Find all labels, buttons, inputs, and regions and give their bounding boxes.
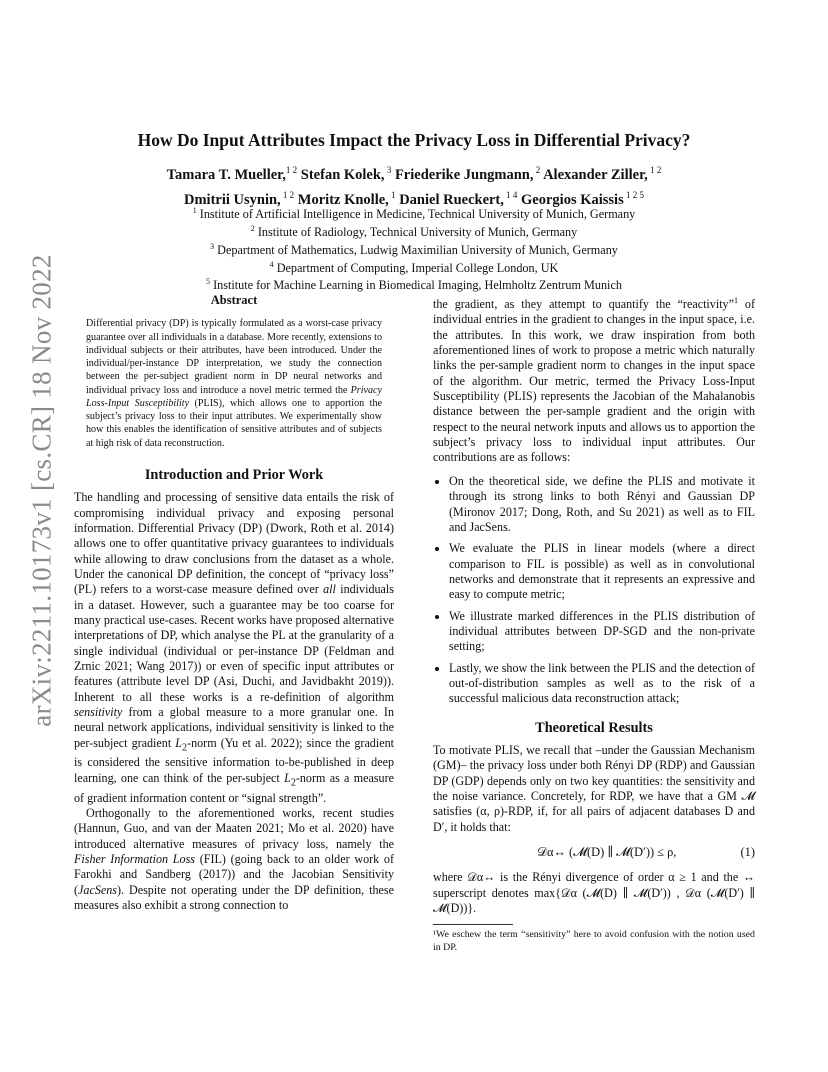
theory-paragraph: To motivate PLIS, we recall that –under the Gaussian Mechanism (GM)– the privacy loss under both Rényi DP (RDP) and Gaussian DP (GDP) depends only on two key quantities: the sensitivity and the noise variance. Concretely, for RDP, we have that a GM 𝓜 satisfies (α, ρ)-RDP, if, for all pairs of adjacent databases D and D′, it holds that: [433, 742, 755, 834]
body-text: -norm as a measure of gradient information content or “signal strength”. [74, 770, 395, 805]
affiliation-text: Department of Mathematics, Ludwig Maximilian University of Munich, Germany [217, 242, 618, 257]
affiliation [0, 222, 828, 240]
list-item: • Lastly, we show the link between the PLIS and the detection of out-of-distribution samples as well as to the risk of a successful malicious data reconstruction attack; [449, 661, 755, 707]
footnote-marker: 1 [733, 296, 738, 305]
affiliation-text: Institute of Radiology, Technical University of Munich, Germany [257, 224, 578, 239]
list-item: • On the theoretical side, we define the PLIS and motivate it through its strong links to both Rényi and Gaussian DP (Mironov 2017; Dong, Roth, and Su 2021) as well as to FIL and JacSens. [449, 474, 755, 535]
author-name: Moritz Knolle, [297, 191, 389, 208]
affiliation [0, 240, 828, 258]
author-affil-sup: 1 2 [285, 165, 298, 175]
math-subscript: 2 [182, 742, 188, 754]
affiliation-list [0, 204, 828, 293]
list-item: • We evaluate the PLIS in linear models (where a direct comparison to FIL is possible) as well as in convolutional networks and demonstrate that it represents an expressive and easy to compute metric; [449, 541, 755, 602]
affiliation [0, 275, 828, 293]
body-text: individuals in a dataset. However, such a guarantee may be too coarse for many practical use-cases. Recent works have proposed alternative interpretations of DP, which analyse the PL at the granularity of a single individual (individual or per-instance DP (Feldman and Zrnic 2021; Wang 2017)) or even of specific input attributes or features (attribute level DP (Asi, Duchi, and Javidbakht 2019)). Inherent to all these works is a re-definition of algorithm [74, 582, 394, 704]
abstract-emphasis: Privacy Loss-Input Susceptibility [86, 384, 382, 409]
math-symbol: L [284, 770, 291, 785]
affiliation [0, 204, 828, 222]
author-list [0, 160, 828, 210]
intro-paragraph-1 [74, 490, 394, 806]
author-name: Georgios Kaissis [521, 191, 624, 208]
author-affil-sup: 2 [533, 165, 541, 175]
affiliation-text: Institute of Artificial Intelligence in Medicine, Technical University of Munich, Germany [199, 207, 636, 222]
intro-paragraph-2 [74, 806, 394, 913]
body-emphasis: sensitivity [74, 705, 123, 719]
body-emphasis: Fisher Information Loss [74, 851, 195, 866]
author-name: Tamara T. Mueller, [166, 166, 286, 183]
affiliation-number: 1 [192, 206, 197, 215]
affiliation-text: Institute for Machine Learning in Biomedical Imaging, Helmholtz Zentrum Munich [213, 278, 622, 293]
equation-1 [433, 845, 755, 860]
body-text: -norm (Yu et al. 2022); since the gradient is considered the sensitive information to-be-published in deep learning, one can think of the per-subject [74, 735, 394, 785]
body-text: Orthogonally to the aforementioned works, recent studies (Hannun, Guo, and van der Maaten 2021; Mo et al. 2020) have introduced alternative measures of privacy loss, namely the [74, 805, 394, 851]
body-text: of individual entries in the gradient to changes in the input space, i.e. the attributes. In this work, we draw inspiration from both aforementioned lines of work to propose a metric which naturally links the per-sample gradient norm to changes in the input space of the algorithm. Our metric, termed the Privacy Loss-Input Susceptibility (PLIS) represents the Jacobian of the Mahalanobis distance between the per-sample gradient and the origin with respect to the neural network inputs and allows us to apportion the subject’s privacy loss to individual input attributes. Our contributions are as follows: [433, 297, 755, 465]
math-symbol: L [175, 735, 183, 750]
author-affil-sup: 1 2 [647, 165, 662, 175]
footnote: ¹We eschew the term “sensitivity” here to avoid confusion with the notion used in DP. [433, 929, 755, 953]
abstract-text: (PLIS), which allows one to apportion the subject’s privacy loss to their input attributes. We experimentally show how this enables the identification of sensitive attributes and of subjects at high risk of data reconstruction. [86, 397, 382, 449]
contributions-list [433, 474, 755, 707]
author-affil-sup: 1 [388, 189, 396, 200]
paper-title: How Do Input Attributes Impact the Privacy Loss in Differential Privacy? [137, 130, 691, 150]
intro-paragraph-3 [433, 293, 755, 466]
affiliation-number: 4 [269, 259, 274, 269]
author-name: Stefan Kolek, [300, 166, 385, 183]
author-line-1 [0, 160, 828, 185]
author-affil-sup: 3 [384, 165, 392, 175]
abstract-body [86, 317, 382, 450]
author-affil-sup: 1 2 [280, 189, 295, 200]
body-emphasis: JacSens [78, 882, 117, 897]
body-text: from a global measure to a more granular one. In neural network applications, individual sensitivity is linked to the per-subject gradient [74, 705, 394, 750]
affiliation-number: 5 [206, 277, 211, 287]
author-name: Dmitrii Usynin, [184, 191, 281, 208]
body-text: ). Despite not operating under the DP definition, these measures also exhibit a strong connection to [74, 882, 394, 912]
body-emphasis: all [323, 582, 336, 597]
affiliation-number: 3 [210, 241, 215, 251]
body-text: the gradient, as they attempt to quantify the “reactivity” [433, 297, 734, 312]
affiliation-text: Department of Computing, Imperial College London, UK [276, 260, 559, 275]
intro-heading: Introduction and Prior Work [144, 466, 324, 483]
math-subscript: 2 [290, 777, 296, 789]
affiliation-number: 2 [250, 223, 255, 233]
author-name: Daniel Rueckert, [399, 191, 504, 208]
right-column [433, 293, 755, 954]
abstract-text: Differential privacy (DP) is typically formulated as a worst-case privacy guarantee over all individuals in a database. More recently, extensions to individual subjects or their attributes, have been introduced. Under the individual/per-instance DP interpretation, we study the connection between the per-subject gradient norm in DP neural networks and individual privacy loss and introduce a novel metric termed the [86, 318, 382, 396]
author-name: Alexander Ziller, [543, 166, 648, 183]
body-text: (FIL) (going back to an older work of Farokhi and Sandberg (2017)) and the Jacobian Sensitivity ( [74, 851, 394, 897]
author-affil-sup: 1 4 [503, 189, 518, 200]
footnote-divider [433, 924, 513, 925]
equation-formula: 𝒟α↔ (𝓜(D) ∥ 𝓜(D′)) ≤ ρ, [537, 845, 677, 860]
equation-number: (1) [740, 845, 755, 860]
arxiv-stamp [22, 253, 62, 727]
theory-paragraph-2: where 𝒟α↔ is the Rényi divergence of order α ≥ 1 and the ↔ superscript denotes max{𝒟α (𝓜(D) ∥ 𝓜(D′)) , 𝒟α (𝓜(D′) ∥ 𝓜(D))}. [433, 870, 755, 916]
author-name: Friederike Jungmann, [394, 166, 534, 183]
arxiv-stamp-text: arXiv:2211.10173v1 [cs.CR] 18 Nov 2022 [26, 253, 57, 727]
affiliation [0, 258, 828, 276]
abstract-heading: Abstract [210, 293, 258, 307]
body-text: The handling and processing of sensitive data entails the risk of compromising individual privacy and exposing personal information. Differential Privacy (DP) (Dwork, Roth et al. 2014) allows one to offer quantitative privacy guarantees to individuals while allowing to draw conclusions from the dataset as a whole. Under the canonical DP definition, the concept of “privacy loss” (PL) refers to a worst-case measure defined over [74, 490, 394, 597]
list-item: • We illustrate marked differences in the PLIS distribution of individual attributes between DP-SGD and the non-private setting; [449, 609, 755, 655]
theory-heading: Theoretical Results [535, 719, 653, 736]
left-column [74, 293, 394, 913]
author-affil-sup: 1 2 5 [623, 189, 644, 200]
